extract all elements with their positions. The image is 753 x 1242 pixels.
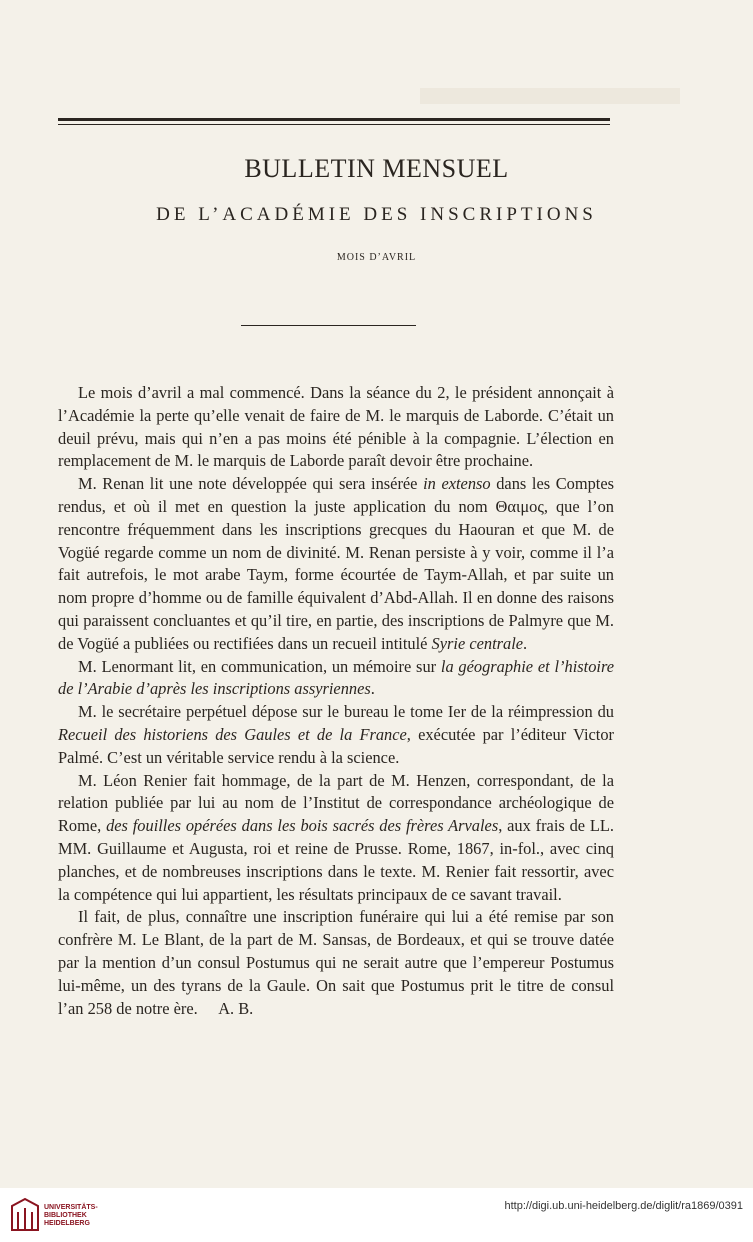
italic-phrase: in extenso [423, 474, 491, 494]
signature: A. B. [218, 998, 254, 1018]
paragraph-text: M. Lenormant lit, en communication, un mémoire sur [78, 656, 441, 676]
paragraph-5 [58, 770, 614, 907]
page-title: BULLETIN MENSUEL [244, 154, 509, 183]
paragraph-text: . [370, 679, 375, 699]
paragraph-4 [58, 701, 614, 769]
paragraph-6 [58, 906, 614, 1020]
paragraph-text: Le mois d’avril a mal commencé. Dans la séance du 2, le président annonçait à l’Académie la perte qu’elle venait de faire de M. le marquis de Laborde. C’était un deuil prévu, mais qui n’en a pas moins été pénible à la compagnie. L’élection en remplacement de M. le marquis de Laborde paraît devoir être prochaine. [58, 383, 614, 471]
page-subtitle: DE L’ACADÉMIE DES INSCRIPTIONS [156, 204, 597, 225]
header-rule-thin [58, 124, 610, 125]
italic-title: Syrie centrale [431, 633, 524, 653]
article-body [58, 382, 614, 1020]
italic-title: Recueil des historiens des Gaules et de la France [58, 724, 407, 744]
paragraph-text: M. le secrétaire perpétuel dépose sur le bureau le tome Ier de la réimpression du [78, 702, 614, 722]
section-rule [241, 325, 416, 326]
paragraph-2 [58, 473, 614, 655]
paragraph-text: M. Renan lit une note développée qui sera insérée [78, 474, 424, 494]
bleed-through-shadow [420, 88, 680, 104]
paragraph-3 [58, 656, 614, 702]
source-url[interactable]: http://digi.ub.uni-heidelberg.de/diglit/ra1869/0391 [504, 1200, 743, 1212]
library-name: UNIVERSITÄTS- BIBLIOTHEK HEIDELBERG [44, 1204, 98, 1227]
paragraph-text: M. Léon Renier fait hommage, de la part de M. Henzen, correspondant, de la relation publiée par lui au nom de l’Institut de correspondance archéologique de Rome, [58, 770, 614, 836]
paragraph-text: Il fait, de plus, connaître une inscription funéraire qui lui a été remise par son confrère M. Le Blant, de la part de M. Sansas, de Bordeaux, et qui se trouve datée par la mention d’un consul Postumus qui ne serait autre que l’empereur Postumus lui-même, un des tyrans de la Gaule. On sait que Postumus prit le titre de consul l’an 258 de notre ère. [58, 907, 614, 1018]
paragraph-text: , exécutée par l’éditeur Victor Palmé. C’est un véritable service rendu à la science. [58, 724, 614, 767]
paragraph-text: dans les Comptes rendus, et où il met en question la juste application du nom Θαιμος, que l’on rencontre fréquemment dans les inscriptions grecques du Haouran et que M. de Vogüé regarde comme un nom de divinité. M. Renan persiste à y voir, comme il l’a fait autrefois, le mot arabe Taym, forme écourtée de Taym-Allah, et par suite un nom propre d’homme ou de famille équivalent d’Abd-Allah. Il en donne des raisons qui paraissent concluantes et qu’il tire, en partie, des inscriptions de Palmyre que M. de Vogüé a publiées ou rectifiées dans un recueil intitulé [58, 474, 615, 653]
month-heading: MOIS D’AVRIL [336, 252, 417, 263]
paragraph-1 [58, 382, 614, 473]
italic-title: des fouilles opérées dans les bois sacrés des frères Arvales [106, 816, 499, 836]
university-library-logo-icon [8, 1196, 42, 1234]
library-footer [0, 1188, 753, 1242]
italic-title: la géographie et l’histoire de l’Arabie d’après les inscriptions assyriennes [58, 656, 614, 699]
paragraph-text: . [523, 633, 528, 653]
header-rule-thick [58, 118, 610, 121]
paragraph-text: , aux frais de LL. MM. Guillaume et Augusta, roi et reine de Prusse. Rome, 1867, in-fol., avec cinq planches, et de nombreuses inscriptions dans le texte. M. Renier fait ressortir, avec la compétence qui lui appartient, les résultats principaux de ce savant travail. [58, 816, 614, 904]
